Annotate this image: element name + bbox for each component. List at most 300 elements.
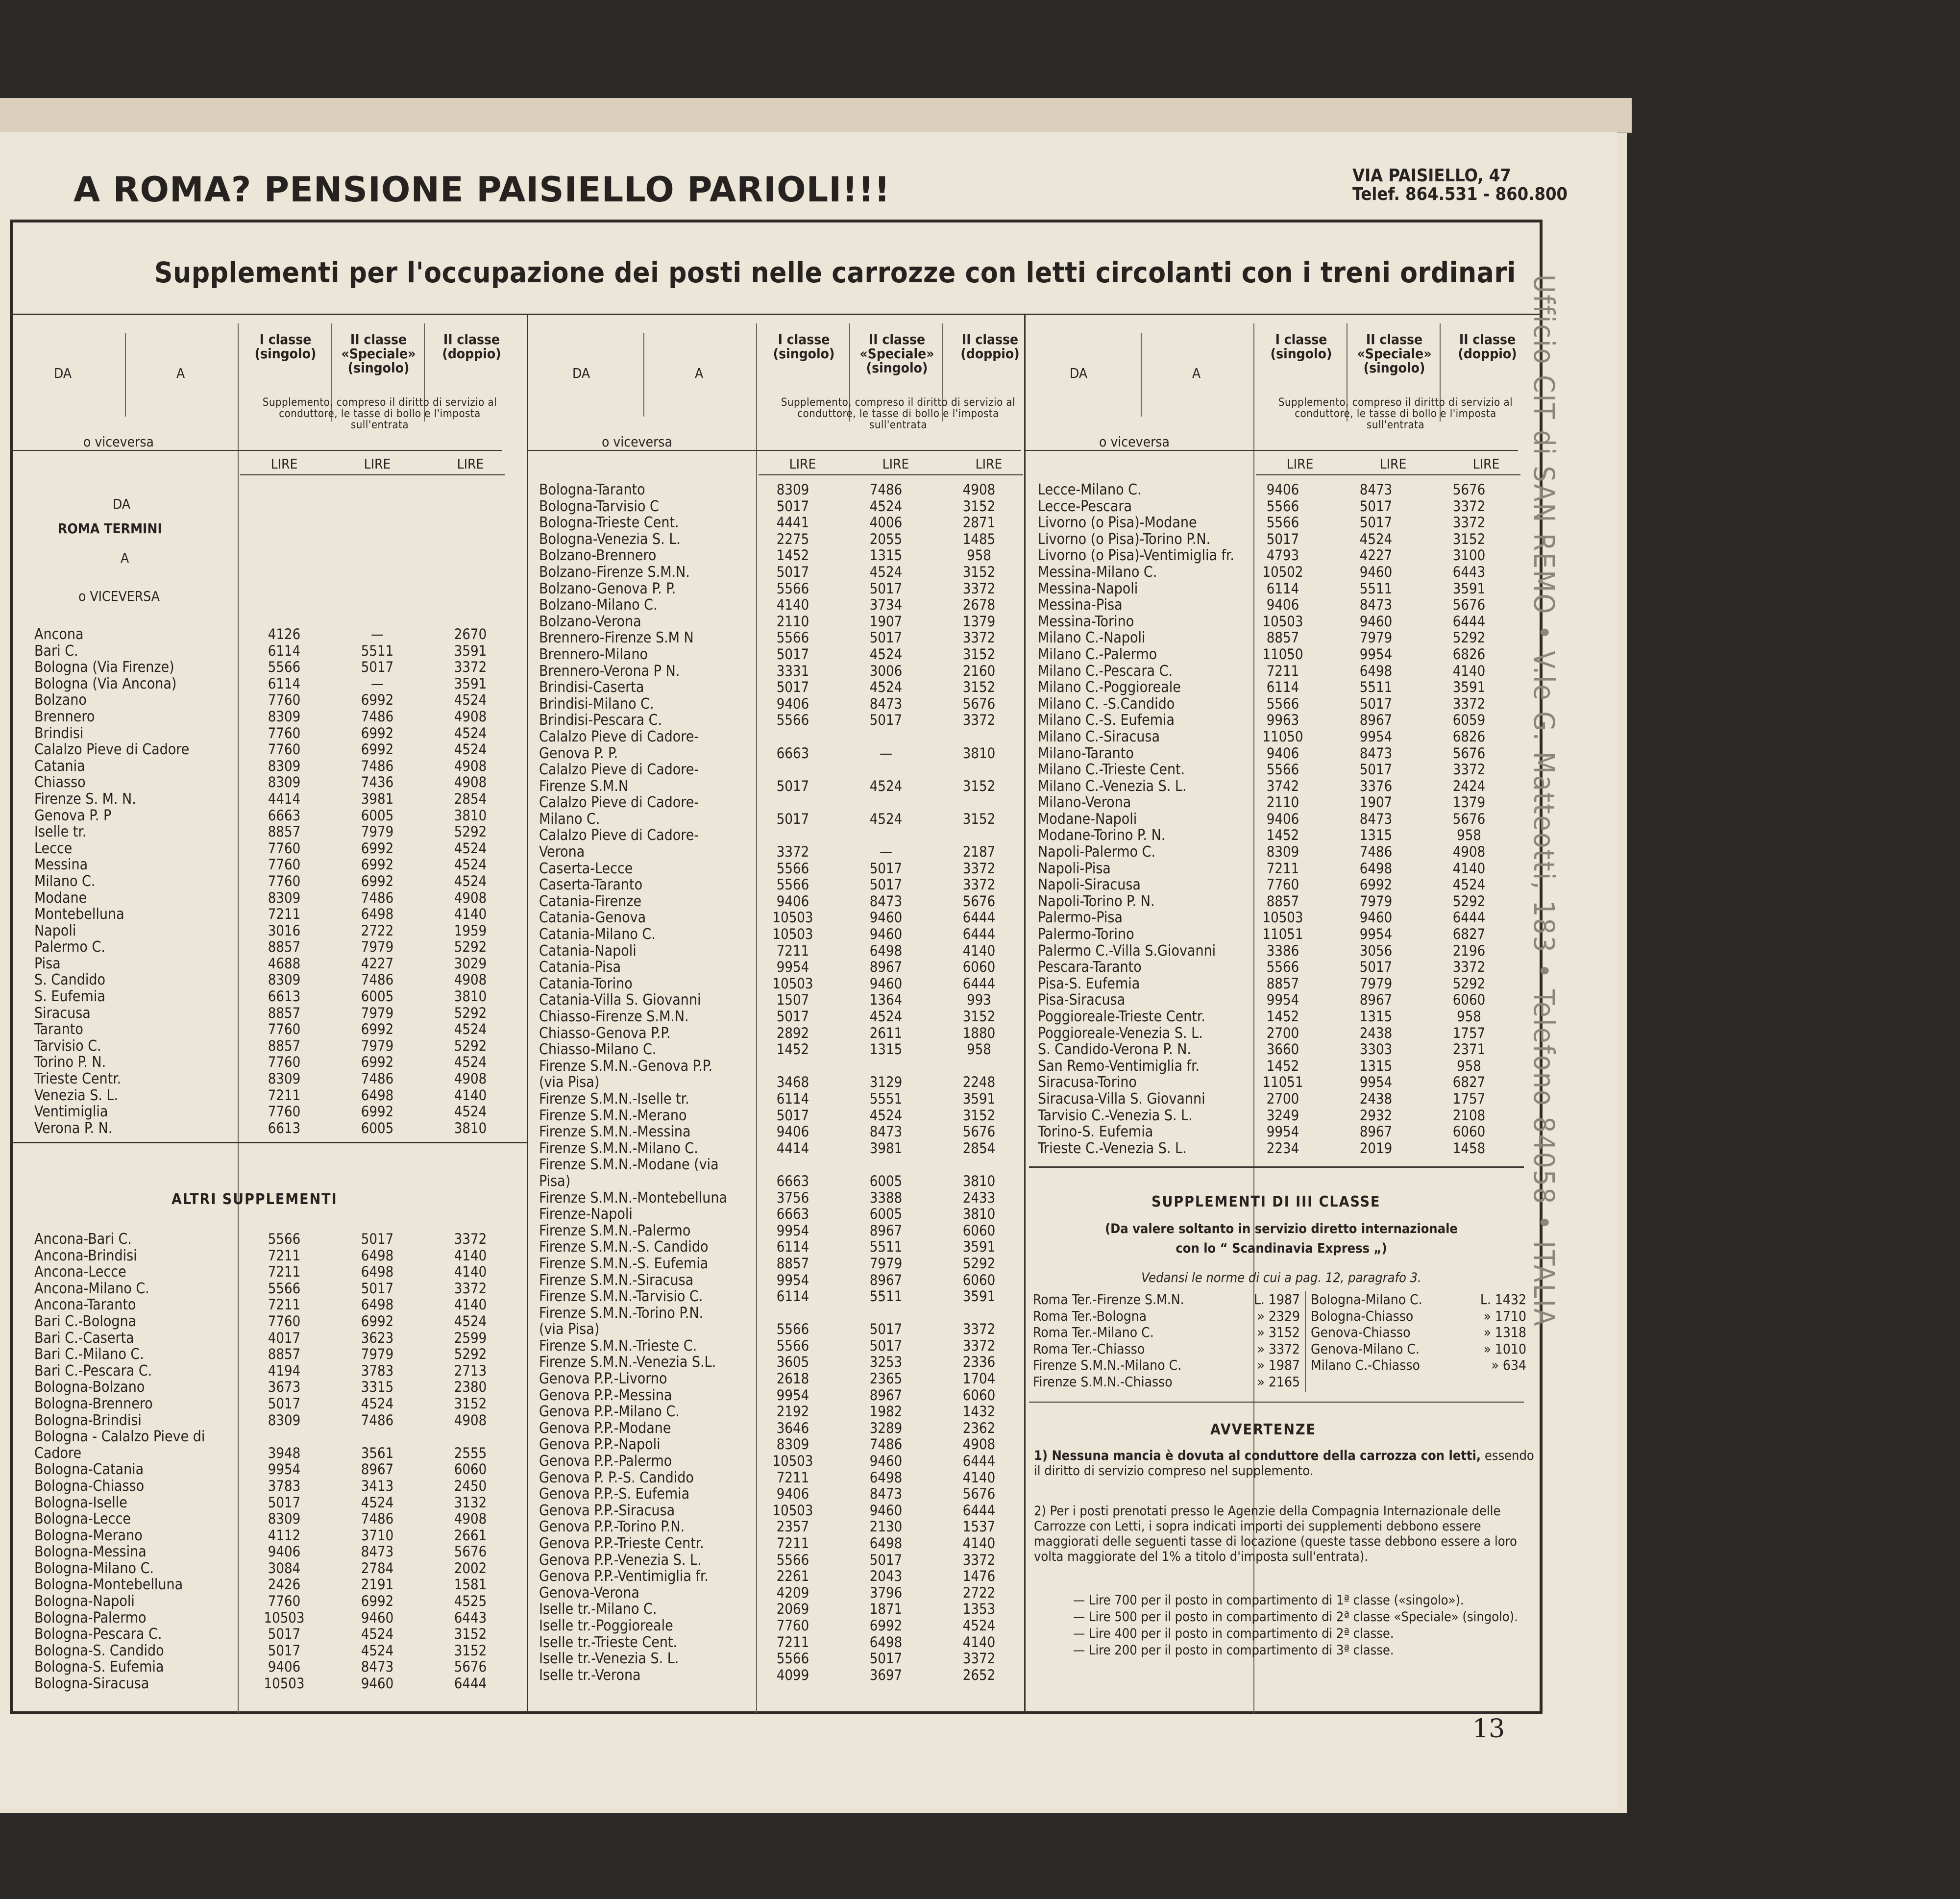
- table-row: [539, 679, 1019, 696]
- value-singolo: 5017: [268, 1395, 301, 1412]
- value-doppio: 5676: [962, 1485, 996, 1503]
- value-doppio: 6827: [1452, 926, 1486, 943]
- table-row: [539, 712, 1019, 729]
- value-singolo: 7760: [776, 1617, 809, 1634]
- value-speciale: 6992: [361, 1312, 394, 1330]
- route-name: Modane-Torino P. N.: [1038, 827, 1166, 844]
- value-speciale: 3783: [361, 1362, 394, 1379]
- table-row: [539, 1288, 1019, 1305]
- value-speciale: 4524: [869, 777, 903, 794]
- route-name: Calalzo Pieve di Cadore: [34, 741, 190, 759]
- header-c3: II classe (doppio): [960, 331, 1020, 362]
- table-row: [34, 1120, 514, 1137]
- route-name: Brindisi-Caserta: [539, 679, 644, 696]
- value-speciale: 7486: [361, 889, 394, 906]
- intro-da: DA: [113, 496, 131, 512]
- value-doppio: 2599: [454, 1329, 487, 1346]
- value-speciale: 1871: [869, 1601, 903, 1618]
- value-speciale: 3056: [1359, 942, 1393, 959]
- route-name: Firenze S.M.N.-Modane (via: [539, 1156, 719, 1174]
- route-name: Bologna-Iselle: [34, 1494, 127, 1511]
- value-doppio: 2652: [962, 1666, 996, 1683]
- value-singolo: 7760: [268, 691, 301, 709]
- header-lire: LIRE: [882, 456, 909, 472]
- value-singolo: 8309: [268, 757, 301, 774]
- value-speciale: 4524: [869, 645, 903, 663]
- table-row: [539, 515, 1019, 531]
- value-singolo: 6663: [776, 1206, 809, 1223]
- value-speciale: 9460: [869, 926, 903, 943]
- value-singolo: 5566: [268, 1231, 301, 1247]
- table-row: [539, 1124, 1019, 1140]
- table-row: [539, 1041, 1019, 1058]
- value-doppio: 1458: [1452, 1139, 1486, 1157]
- table-row: [539, 1190, 1019, 1207]
- avvertenza-1-rest: essendo il diritto di servizio compreso nel supplemento.: [1034, 1448, 1534, 1479]
- value-doppio: 3029: [454, 955, 487, 972]
- value-singolo: 6114: [1266, 580, 1299, 597]
- table-row: [1038, 861, 1518, 877]
- table-row: [539, 1256, 1019, 1272]
- value-speciale: 7486: [361, 708, 394, 725]
- table-row: [539, 1503, 1019, 1519]
- table-row: [34, 956, 514, 972]
- value-speciale: 8967: [869, 959, 903, 976]
- table-row: [34, 643, 514, 660]
- route-name: Bologna (Via Ancona): [34, 675, 177, 692]
- value-doppio: 6060: [1452, 991, 1486, 1009]
- avvertenza-item: — Lire 200 per il posto in compartimento di 3ª classe.: [1073, 1643, 1394, 1658]
- value-speciale: 8473: [1359, 744, 1393, 762]
- route-name: Caserta-Taranto: [539, 876, 643, 894]
- table-row: [539, 877, 1019, 893]
- value-singolo: 7760: [268, 741, 301, 758]
- value-doppio: 6444: [1452, 909, 1486, 926]
- value-singolo: 2192: [776, 1403, 809, 1420]
- route-name: Roma Ter.-Firenze S.M.N.: [1033, 1291, 1184, 1307]
- value-singolo: 10503: [772, 926, 813, 943]
- value-singolo: 3742: [1266, 777, 1299, 794]
- value-doppio: 3152: [1452, 530, 1486, 547]
- value-speciale: 6992: [361, 1593, 394, 1610]
- route-name: Genova-Verona: [539, 1584, 639, 1602]
- value-singolo: 8309: [268, 1510, 301, 1528]
- route-name: Pisa): [539, 1172, 571, 1190]
- table-row: [539, 1321, 1019, 1338]
- route-name: Ancona: [34, 626, 84, 643]
- value-doppio: 2722: [962, 1584, 996, 1601]
- route-name: Ancona-Brindisi: [34, 1247, 137, 1264]
- value-doppio: 958: [967, 1041, 991, 1058]
- value-doppio: 3152: [962, 777, 996, 794]
- section-divider: [1029, 1166, 1524, 1168]
- value-speciale: 5017: [869, 860, 903, 877]
- value-singolo: 8857: [1266, 975, 1299, 992]
- route-name: Genova-Chiasso: [1311, 1324, 1411, 1340]
- third-sub2: con lo “ Scandinavia Express „): [1176, 1241, 1387, 1256]
- value-singolo: 2275: [776, 530, 809, 547]
- route-name: Roma Ter.-Chiasso: [1033, 1340, 1145, 1357]
- value-singolo: 10503: [1262, 909, 1303, 926]
- value-singolo: 3331: [776, 662, 809, 679]
- value-doppio: 2187: [962, 843, 996, 861]
- table-row: [1038, 564, 1518, 581]
- header-rule: [240, 474, 505, 475]
- table-row: [1038, 877, 1518, 893]
- price: » 1318: [1483, 1324, 1526, 1340]
- value-singolo: 4441: [776, 514, 809, 531]
- table-row: [1038, 794, 1518, 811]
- value-singolo: 3386: [1266, 942, 1299, 959]
- value-singolo: 4112: [268, 1527, 301, 1544]
- table-row: [539, 1486, 1019, 1503]
- table-row: [539, 745, 1019, 762]
- table-row: [34, 676, 514, 692]
- value-speciale: 3303: [1359, 1041, 1393, 1058]
- value-speciale: 6992: [1359, 876, 1393, 893]
- table-row: [539, 696, 1019, 713]
- value-singolo: 3249: [1266, 1107, 1299, 1124]
- value-doppio: 958: [1457, 827, 1481, 844]
- value-singolo: 7760: [268, 724, 301, 741]
- value-speciale: 9460: [361, 1675, 394, 1692]
- value-doppio: 5676: [1452, 481, 1486, 498]
- value-doppio: 3591: [962, 1090, 996, 1107]
- value-singolo: 2892: [776, 1024, 809, 1041]
- value-speciale: 7979: [1359, 892, 1393, 910]
- value-speciale: 3413: [361, 1477, 394, 1494]
- route-name: Roma Ter.-Milano C.: [1033, 1324, 1154, 1340]
- value-doppio: 3372: [962, 860, 996, 877]
- value-speciale: 2130: [869, 1518, 903, 1535]
- table-row: [34, 1021, 514, 1038]
- value-singolo: 2700: [1266, 1090, 1299, 1107]
- value-speciale: 2722: [361, 922, 394, 939]
- value-speciale: 6992: [361, 1021, 394, 1038]
- route-name: Firenze S.M.N.-Iselle tr.: [539, 1090, 689, 1108]
- route-name: Roma Ter.-Bologna: [1033, 1307, 1147, 1324]
- value-doppio: 4525: [454, 1593, 487, 1610]
- value-singolo: 5017: [776, 810, 809, 827]
- header-note: Supplemento, compreso il diritto di servizio al conduttore, le tasse di bollo e l'imposta sull'entrata: [262, 396, 497, 431]
- third-left-list: [1033, 1291, 1300, 1390]
- route-name: Napoli: [34, 922, 76, 939]
- table-row: [34, 1429, 514, 1445]
- route-name: Ventimiglia: [34, 1103, 108, 1121]
- table-row: [539, 1651, 1019, 1667]
- value-speciale: 5017: [1359, 695, 1393, 712]
- route-name: Lecce-Milano C.: [1038, 481, 1142, 498]
- table-row: [539, 1239, 1019, 1256]
- value-singolo: 5566: [776, 860, 809, 877]
- value-singolo: 7760: [268, 872, 301, 889]
- header-c2: II classe «Speciale» (singolo): [1357, 331, 1432, 376]
- avvertenza-item: — Lire 400 per il posto in compartimento di 2ª classe.: [1073, 1626, 1394, 1641]
- table-row: [539, 811, 1019, 828]
- value-doppio: 3372: [1452, 959, 1486, 976]
- column-divider: [527, 314, 528, 1713]
- price: » 3372: [1257, 1340, 1300, 1357]
- value-singolo: 6114: [268, 675, 301, 692]
- value-doppio: 3152: [454, 1395, 487, 1412]
- value-speciale: 1315: [869, 1041, 903, 1058]
- route-name: Bologna-Brindisi: [34, 1411, 142, 1429]
- table-row: [34, 840, 514, 857]
- value-speciale: 9460: [1359, 563, 1393, 580]
- value-speciale: 8473: [869, 1485, 903, 1503]
- avvertenza-1: [1034, 1448, 1536, 1479]
- value-speciale: 6498: [869, 1535, 903, 1552]
- value-speciale: 9460: [869, 909, 903, 926]
- route-name: Genova P. P.: [539, 744, 618, 762]
- table-row: [34, 1643, 514, 1659]
- value-speciale: 8473: [361, 1658, 394, 1676]
- value-doppio: 3372: [454, 1231, 487, 1247]
- value-doppio: 3810: [454, 1119, 487, 1136]
- value-speciale: 5017: [869, 1650, 903, 1667]
- value-speciale: 5017: [869, 1321, 903, 1338]
- value-speciale: 6498: [869, 942, 903, 959]
- header-slash: [125, 333, 126, 417]
- value-speciale: 5017: [869, 712, 903, 729]
- header-rule: [1256, 474, 1520, 475]
- value-doppio: 2336: [962, 1354, 996, 1371]
- third-class-row: [1311, 1357, 1526, 1374]
- table-row: [539, 1585, 1019, 1602]
- table-row: [1038, 762, 1518, 778]
- page-edge: [0, 98, 1632, 133]
- value-doppio: 6059: [1452, 712, 1486, 729]
- value-doppio: 6444: [962, 1453, 996, 1470]
- value-doppio: 4140: [1452, 860, 1486, 877]
- route-name: Genova P.P.-Modane: [539, 1419, 671, 1437]
- header-viceversa: o viceversa: [1099, 434, 1170, 450]
- value-singolo: 4209: [776, 1584, 809, 1601]
- route-name: Calalzo Pieve di Cadore-: [539, 728, 699, 745]
- value-speciale: 7486: [869, 481, 903, 498]
- route-name: Brennero: [34, 708, 95, 725]
- value-doppio: 6060: [1452, 1123, 1486, 1140]
- value-doppio: 1432: [962, 1403, 996, 1420]
- value-speciale: 6992: [361, 856, 394, 873]
- route-name: Trieste Centr.: [34, 1070, 122, 1088]
- route-name: Chiasso-Milano C.: [539, 1041, 657, 1059]
- value-singolo: 10502: [1262, 563, 1303, 580]
- header-c3: II classe (doppio): [442, 331, 501, 362]
- table-row: [539, 1634, 1019, 1651]
- table-row: [539, 1535, 1019, 1552]
- value-speciale: 4524: [869, 563, 903, 580]
- value-doppio: 3372: [962, 1337, 996, 1354]
- value-singolo: 7211: [268, 1263, 301, 1281]
- route-name: Ancona-Lecce: [34, 1263, 126, 1281]
- table-row: [34, 1248, 514, 1264]
- value-doppio: 3132: [454, 1494, 487, 1511]
- table-row: [34, 1528, 514, 1544]
- table-row: [539, 1272, 1019, 1289]
- value-singolo: 4688: [268, 955, 301, 972]
- value-singolo: 8309: [776, 1436, 809, 1453]
- value-doppio: 2362: [962, 1419, 996, 1436]
- table-row: [34, 1544, 514, 1560]
- value-doppio: 2555: [454, 1444, 487, 1461]
- value-speciale: 6005: [361, 988, 394, 1005]
- table-row: [539, 1206, 1019, 1223]
- value-singolo: 5566: [776, 876, 809, 893]
- route-name: Firenze S.M.N.-Merano: [539, 1107, 687, 1124]
- table-row: [34, 659, 514, 676]
- route-name: Livorno (o Pisa)-Torino P.N.: [1038, 530, 1211, 548]
- value-speciale: 5551: [869, 1090, 903, 1107]
- route-name: Messina-Milano C.: [1038, 563, 1157, 581]
- route-name: Bologna-S. Eufemia: [34, 1658, 164, 1676]
- value-singolo: 10503: [772, 909, 813, 926]
- value-speciale: 3006: [869, 662, 903, 679]
- header-note: Supplemento, compreso il diritto di servizio al conduttore, le tasse di bollo e l'imposta sull'entrata: [1278, 396, 1513, 431]
- value-doppio: 4140: [454, 906, 487, 923]
- header-rule: [528, 450, 1021, 451]
- route-name: Bari C.-Caserta: [34, 1329, 134, 1347]
- value-singolo: 8857: [268, 1346, 301, 1363]
- route-name: Brennero-Milano: [539, 645, 648, 663]
- banner-contact: [1352, 167, 1568, 204]
- value-speciale: 5017: [869, 629, 903, 646]
- value-doppio: 4524: [454, 872, 487, 889]
- header-lire: LIRE: [1286, 456, 1314, 472]
- value-speciale: 5511: [1359, 580, 1393, 597]
- value-singolo: 5566: [1266, 514, 1299, 531]
- value-singolo: 8857: [1266, 892, 1299, 910]
- header-da: DA: [1070, 365, 1088, 381]
- header-a: A: [695, 365, 704, 381]
- value-speciale: 8473: [361, 1543, 394, 1560]
- table-row: [1038, 844, 1518, 861]
- value-doppio: 2854: [454, 790, 487, 807]
- value-singolo: 1452: [776, 1041, 809, 1058]
- table-row: [539, 729, 1019, 745]
- avvertenza-1-bold: 1) Nessuna mancia è dovuta al conduttore della carrozza con letti,: [1034, 1448, 1481, 1463]
- value-speciale: 9954: [1359, 728, 1393, 745]
- value-singolo: 5566: [1266, 761, 1299, 778]
- value-singolo: 9406: [1266, 744, 1299, 762]
- value-doppio: 2248: [962, 1074, 996, 1091]
- price: L. 1432: [1480, 1291, 1526, 1307]
- route-name: Torino-S. Eufemia: [1038, 1123, 1153, 1141]
- table-row: [34, 1313, 514, 1330]
- route-name: Milano C.-Venezia S. L.: [1038, 777, 1187, 795]
- value-doppio: 3152: [962, 1008, 996, 1025]
- table-row: [34, 1626, 514, 1643]
- value-doppio: 2424: [1452, 777, 1486, 794]
- value-doppio: 6444: [962, 1502, 996, 1519]
- route-name: Montebelluna: [34, 906, 124, 923]
- value-speciale: 7979: [361, 1037, 394, 1054]
- route-name: Bologna - Calalzo Pieve di: [34, 1428, 205, 1446]
- value-speciale: 1315: [1359, 1008, 1393, 1025]
- value-doppio: 4908: [962, 1436, 996, 1453]
- route-name: Bolzano-Brennero: [539, 547, 657, 565]
- avvertenza-item: — Lire 500 per il posto in compartimento di 2ª classe «Speciale» (singolo).: [1073, 1609, 1518, 1625]
- value-doppio: 2108: [1452, 1107, 1486, 1124]
- value-speciale: 6498: [869, 1469, 903, 1486]
- value-singolo: 9406: [268, 1658, 301, 1676]
- value-speciale: 1907: [869, 613, 903, 630]
- table-row: [34, 791, 514, 808]
- value-singolo: 6114: [776, 1090, 809, 1107]
- value-singolo: 2426: [268, 1576, 301, 1593]
- table-row: [1038, 646, 1518, 663]
- value-singolo: 5566: [776, 1321, 809, 1338]
- value-doppio: 3152: [454, 1642, 487, 1659]
- value-speciale: 5017: [869, 1337, 903, 1354]
- banner-address: VIA PAISIELLO, 47: [1352, 166, 1511, 186]
- route-name: (via Pisa): [539, 1074, 600, 1091]
- value-singolo: 5566: [776, 1337, 809, 1354]
- value-singolo: 2261: [776, 1568, 809, 1585]
- value-singolo: 3660: [1266, 1041, 1299, 1058]
- route-name: Bari C.-Milano C.: [34, 1346, 144, 1363]
- value-doppio: 1704: [962, 1370, 996, 1387]
- value-speciale: 6992: [361, 1103, 394, 1120]
- value-doppio: 4524: [1452, 876, 1486, 893]
- value-speciale: 6992: [869, 1617, 903, 1634]
- value-singolo: 10503: [1262, 613, 1303, 630]
- column-divider: [1024, 314, 1026, 1713]
- value-doppio: 4140: [962, 1469, 996, 1486]
- value-singolo: 7211: [776, 1633, 809, 1651]
- value-singolo: 8857: [1266, 629, 1299, 646]
- route-name: Bologna (Via Firenze): [34, 659, 174, 676]
- third-class-row: [1033, 1291, 1300, 1308]
- value-speciale: 5017: [361, 1280, 394, 1297]
- value-speciale: 7979: [361, 1004, 394, 1021]
- value-singolo: 3783: [268, 1477, 301, 1494]
- table-row: [539, 597, 1019, 614]
- third-sub1: (Da valere soltanto in servizio diretto internazionale: [1105, 1221, 1458, 1236]
- value-doppio: 6827: [1452, 1074, 1486, 1091]
- value-singolo: 8857: [268, 938, 301, 956]
- value-singolo: 8309: [268, 1070, 301, 1087]
- header-rule: [10, 450, 502, 451]
- table-row: [34, 1511, 514, 1528]
- value-doppio: 4524: [454, 839, 487, 857]
- value-singolo: 5017: [776, 1008, 809, 1025]
- route-name: Bologna-Bolzano: [34, 1379, 145, 1396]
- table-row: [1038, 1091, 1518, 1108]
- table-row: [1038, 531, 1518, 548]
- route-name: Milano C.-Palermo: [1038, 645, 1157, 663]
- table-row: [1038, 614, 1518, 630]
- route-name: Calalzo Pieve di Cadore-: [539, 794, 699, 812]
- route-name: Pisa-S. Eufemia: [1038, 975, 1140, 992]
- table-row: [539, 1420, 1019, 1437]
- table-row: [1038, 778, 1518, 795]
- value-singolo: 10503: [772, 1453, 813, 1470]
- route-name: Palermo-Torino: [1038, 926, 1134, 943]
- value-speciale: 1315: [1359, 1057, 1393, 1074]
- value-singolo: 9406: [268, 1543, 301, 1560]
- value-speciale: 6498: [1359, 662, 1393, 679]
- value-singolo: 5566: [268, 1280, 301, 1297]
- value-doppio: 3372: [962, 876, 996, 893]
- table-row: [539, 1601, 1019, 1618]
- third-class-row: [1311, 1341, 1526, 1357]
- table-row: [1038, 663, 1518, 680]
- value-singolo: 3673: [268, 1379, 301, 1396]
- value-singolo: 5017: [776, 563, 809, 580]
- route-name: Ancona-Milano C.: [34, 1280, 149, 1297]
- value-speciale: 9954: [1359, 926, 1393, 943]
